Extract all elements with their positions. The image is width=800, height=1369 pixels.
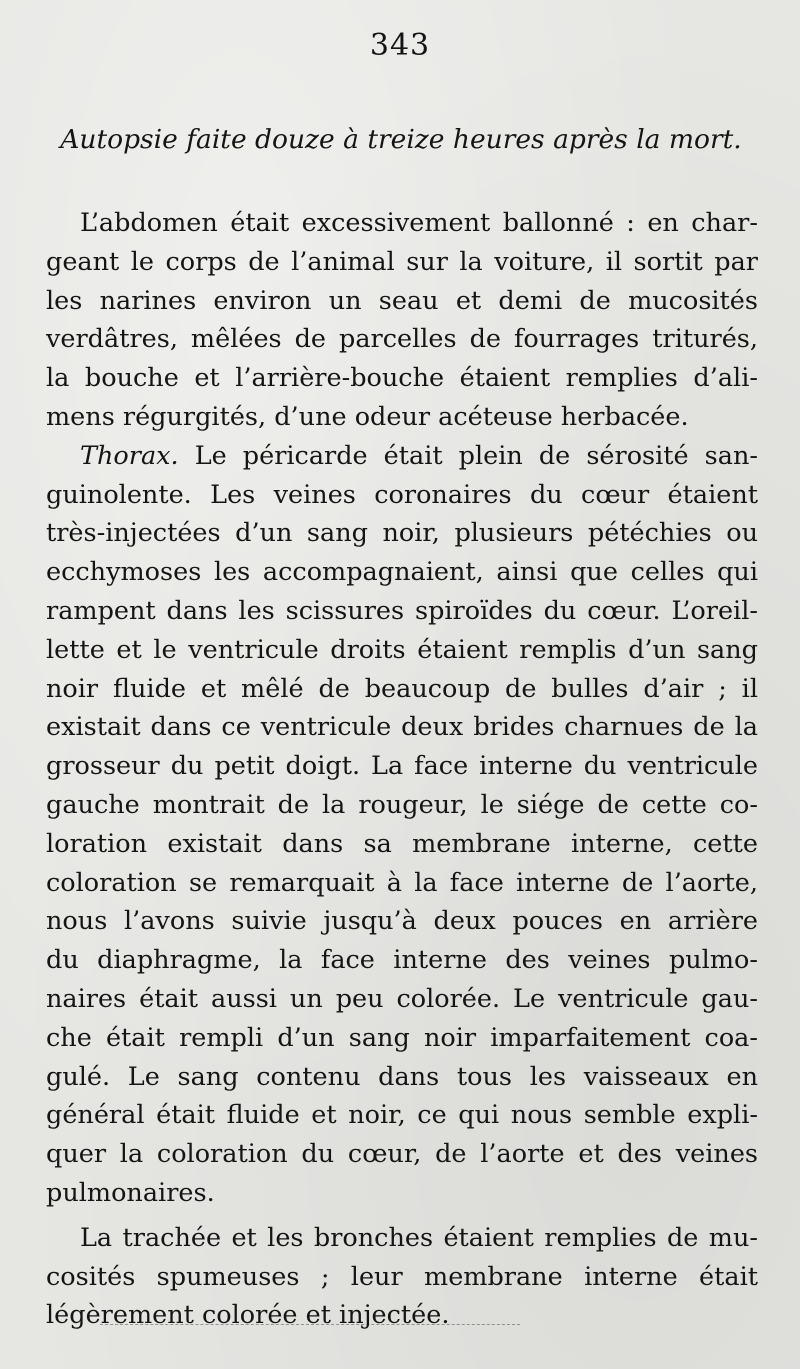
text-line: les narines environ un seau et demi de mucosités: [46, 285, 758, 316]
text-line: quer la coloration du cœur, de l’aorte et des veines: [46, 1139, 758, 1170]
text-line: grosseur du petit doigt. La face interne du ventricule: [46, 751, 758, 782]
text-line: pulmonaires.: [46, 1177, 215, 1208]
text-line: cosités spumeuses ; leur membrane interne était: [46, 1261, 758, 1292]
thorax-lead: Thorax.: [80, 440, 179, 471]
text-line: général était fluide et noir, ce qui nous semble expli-: [46, 1100, 758, 1131]
text-line: loration existait dans sa membrane interne, cette: [46, 828, 758, 859]
text-line: Le péricarde était plein de sérosité san-: [178, 440, 758, 471]
text-line: L’abdomen était excessivement ballonné : en char-: [80, 208, 758, 238]
text-line: du diaphragme, la face interne des veines pulmo-: [46, 945, 758, 976]
text-line: gulé. Le sang contenu dans tous les vaisseaux en: [46, 1061, 758, 1092]
text-line: lette et le ventricule droits étaient remplis d’un sang: [46, 634, 758, 665]
text-line: gauche montrait de la rougeur, le siége de cette co-: [46, 789, 758, 820]
text-line-with-lead: [46, 437, 758, 476]
bottom-rule: [100, 1324, 520, 1325]
text-line: légèrement colorée et injectée.: [46, 1300, 450, 1331]
paragraph-trachea: [46, 1219, 758, 1335]
section-heading: Autopsie faite douze à treize heures après la mort.: [60, 124, 742, 155]
text-line: verdâtres, mêlées de parcelles de fourrages triturés,: [46, 324, 758, 355]
text-line: geant le corps de l’animal sur la voiture, il sortit par: [46, 246, 758, 277]
text-line: mens régurgités, d’une odeur acéteuse herbacée.: [46, 401, 689, 432]
text-line: rampent dans les scissures spiroïdes du cœur. L’oreil-: [46, 595, 758, 626]
text-line: nous l’avons suivie jusqu’à deux pouces en arrière: [46, 906, 758, 937]
text-line: existait dans ce ventricule deux brides charnues de la: [46, 712, 758, 743]
text-line: La trachée et les bronches étaient remplies de mu-: [80, 1222, 758, 1253]
text-line: très-injectées d’un sang noir, plusieurs pétéchies ou: [46, 518, 758, 549]
text-line: la bouche et l’arrière-bouche étaient remplies d’ali-: [46, 363, 758, 394]
text-line: noir fluide et mêlé de beaucoup de bulles d’air ; il: [46, 673, 758, 704]
text-line: ecchymoses les accompagnaient, ainsi que celles qui: [46, 557, 758, 588]
text-line: guinolente. Les veines coronaires du cœur étaient: [46, 479, 758, 510]
text-line: coloration se remarquait à la face interne de l’aorte,: [46, 867, 758, 898]
text-line: naires était aussi un peu colorée. Le ventricule gau-: [46, 983, 758, 1014]
paragraph-abdomen: [46, 204, 758, 437]
paragraph-thorax: [46, 437, 758, 1213]
body-text: [46, 204, 758, 1335]
text-line: che était rempli d’un sang noir imparfaitement coa-: [46, 1022, 758, 1053]
page-number: 343: [369, 28, 431, 63]
